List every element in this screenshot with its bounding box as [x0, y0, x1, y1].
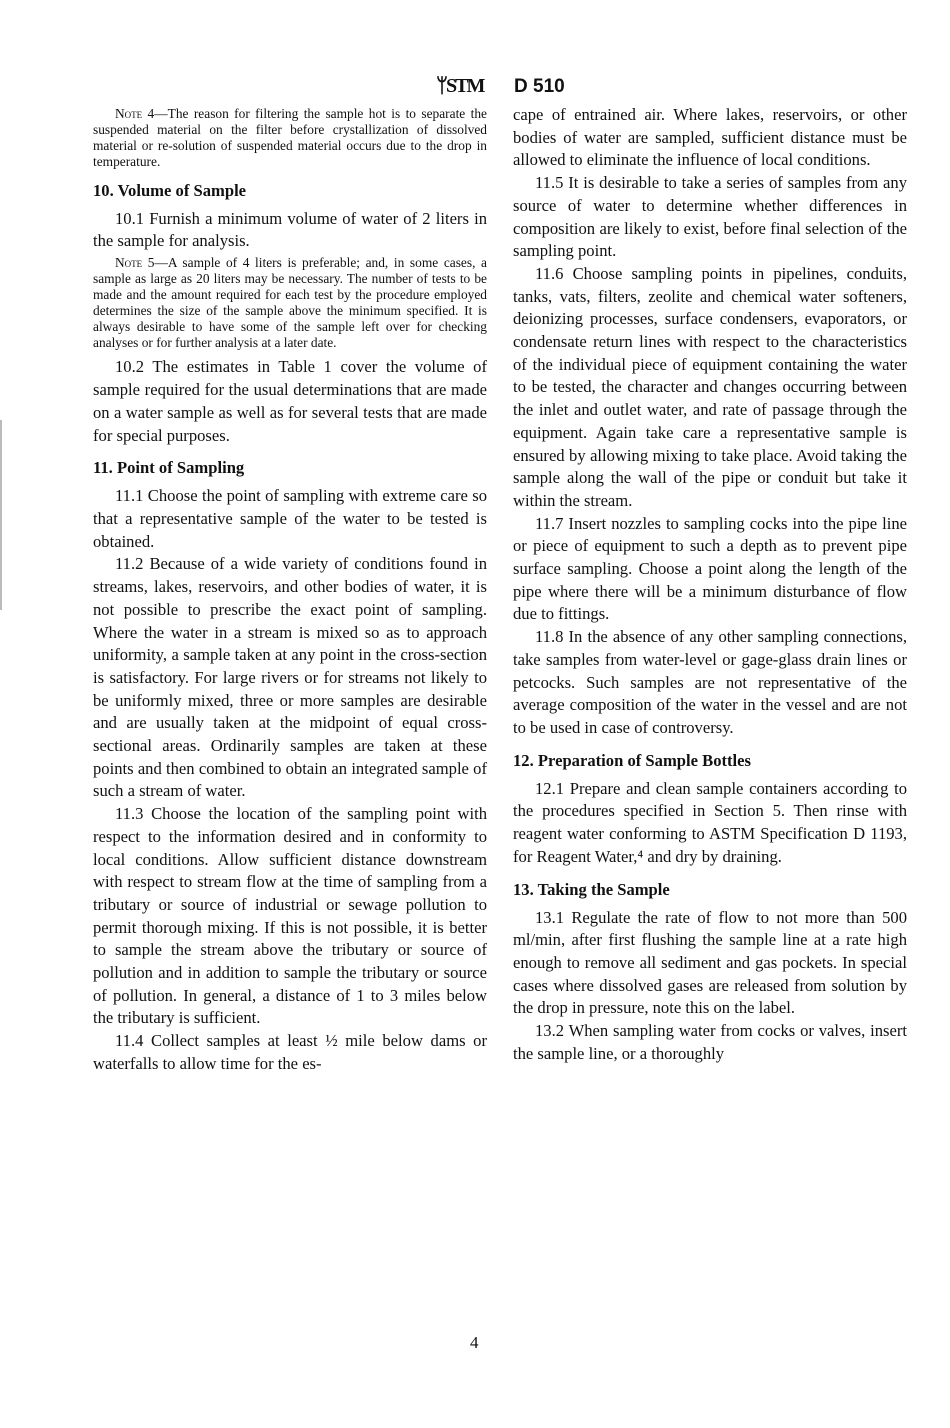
- body-paragraph: 11.5 It is desirable to take a series of samples from any source of water to determine whether differences in composition are likely to exist, before final selection of the sampling point.: [513, 173, 907, 261]
- body-paragraph: 12.1 Prepare and clean sample containers according to the procedures specified in Section 5. Then rinse with reagent water conforming to ASTM Specification D 1193, for Reagent Water,⁴ and dry by draining.: [513, 778, 907, 866]
- body-paragraph: 11.3 Choose the location of the sampling point with respect to the information desired and in conformity to local conditions. Allow sufficient distance downstream with respect to stream flow at the time of sampling from a tributary or source of industrial or sewage pollution to permit thorough mixing. If this is not possible, it is better to sample the stream above the tributary or source of pollution and in addition to sample the tributary or source of pollution. In general, a distance of 1 to 3 miles below the tributary is sufficient.: [93, 804, 487, 1028]
- body-paragraph: 10.2 The estimates in Table 1 cover the volume of sample required for the usual determinations that are made on a water sample as well as for several tests that are made for special purposes.: [93, 357, 487, 445]
- page-header: [0, 74, 950, 100]
- section-heading: 13. Taking the Sample: [513, 879, 670, 899]
- note-paragraph: [93, 106, 487, 170]
- standard-designation: D 510: [514, 76, 565, 97]
- section-heading: 11. Point of Sampling: [93, 458, 245, 478]
- body-paragraph: cape of entrained air. Where lakes, reservoirs, or other bodies of water are sampled, sufficient distance must be allowed to eliminate the influence of local conditions.: [513, 105, 907, 170]
- note-label: Note 4: [115, 106, 155, 121]
- scan-edge-mark: [0, 420, 2, 610]
- section-heading: 12. Preparation of Sample Bottles: [513, 750, 751, 770]
- body-paragraph: 13.2 When sampling water from cocks or valves, insert the sample line, or a thoroughly: [513, 1021, 907, 1063]
- body-paragraph: 11.4 Collect samples at least ½ mile below dams or waterfalls to allow time for the es-: [93, 1031, 487, 1073]
- note-paragraph: [93, 255, 487, 350]
- body-paragraph: 11.2 Because of a wide variety of conditions found in streams, lakes, reservoirs, and other bodies of water, it is not possible to prescribe the exact point of sampling. Where the water in a stream is mixed so as to approach uniformity, a sample taken at any point in the cross-section is satisfactory. For large rivers or for streams not likely to be uniformly mixed, three or more samples are desirable and are usually taken at the midpoint of equal cross-sectional areas. Ordinarily samples are taken at these points and then combined to obtain an integrated sample of such a stream of water.: [93, 554, 487, 801]
- right-column: [513, 104, 907, 1065]
- left-column: [93, 104, 487, 1076]
- page-number: 4: [470, 1333, 479, 1352]
- note-text: —A sample of 4 liters is preferable; and, in some cases, a sample as large as 20 liters may be necessary. The number of tests to be made and the amount required for each test by the procedure employed determines the size of the sample above the minimum specified. It is always desirable to have some of the sample left over for checking analyses or for further analysis at a later date.: [93, 255, 487, 350]
- section-heading: 10. Volume of Sample: [93, 180, 247, 200]
- body-paragraph: 11.1 Choose the point of sampling with extreme care so that a representative sample of the water to be tested is obtained.: [93, 486, 487, 551]
- note-label: Note 5: [115, 255, 155, 271]
- note-text: —The reason for filtering the sample hot is to separate the suspended material on the filter before crystallization of dissolved material or re-solution of suspended material occurs due to the drop in temperature.: [93, 106, 487, 169]
- body-paragraph: 11.7 Insert nozzles to sampling cocks into the pipe line or piece of equipment to such a depth as to prevent pipe surface sampling. Choose a point along the length of the pipe where there will be a minimum disturbance of flow due to fittings.: [513, 513, 907, 624]
- body-paragraph: 13.1 Regulate the rate of flow to not more than 500 ml/min, after first flushing the sample line at a rate high enough to remove all sediment and gas pockets. In special cases where dissolved gases are released from solution by the drop in pressure, note this on the label.: [513, 907, 907, 1018]
- astm-logo: ᛘSTM: [436, 75, 484, 97]
- body-paragraph: 11.8 In the absence of any other sampling connections, take samples from water-level or gage-glass drain lines or petcocks. Such samples are not representative of the average composition of the water in the vessel and are not to be used in case of controversy.: [513, 627, 907, 737]
- body-paragraph: 10.1 Furnish a minimum volume of water of 2 liters in the sample for analysis.: [93, 208, 487, 251]
- body-paragraph: 11.6 Choose sampling points in pipelines, conduits, tanks, vats, filters, zeolite and chemical water softeners, deionizing processes, surface condensers, evaporators, or condensate return lines with respect to the characteristics of the individual piece of equipment containing the water to be tested, the character and changes occurring between the inlet and outlet water, and rate of passage through the equipment. Again take care a representative sample is ensured by allowing mixing to take place. Avoid taking the sample along the wall of the pipe or conduit but take it within the stream.: [513, 263, 907, 510]
